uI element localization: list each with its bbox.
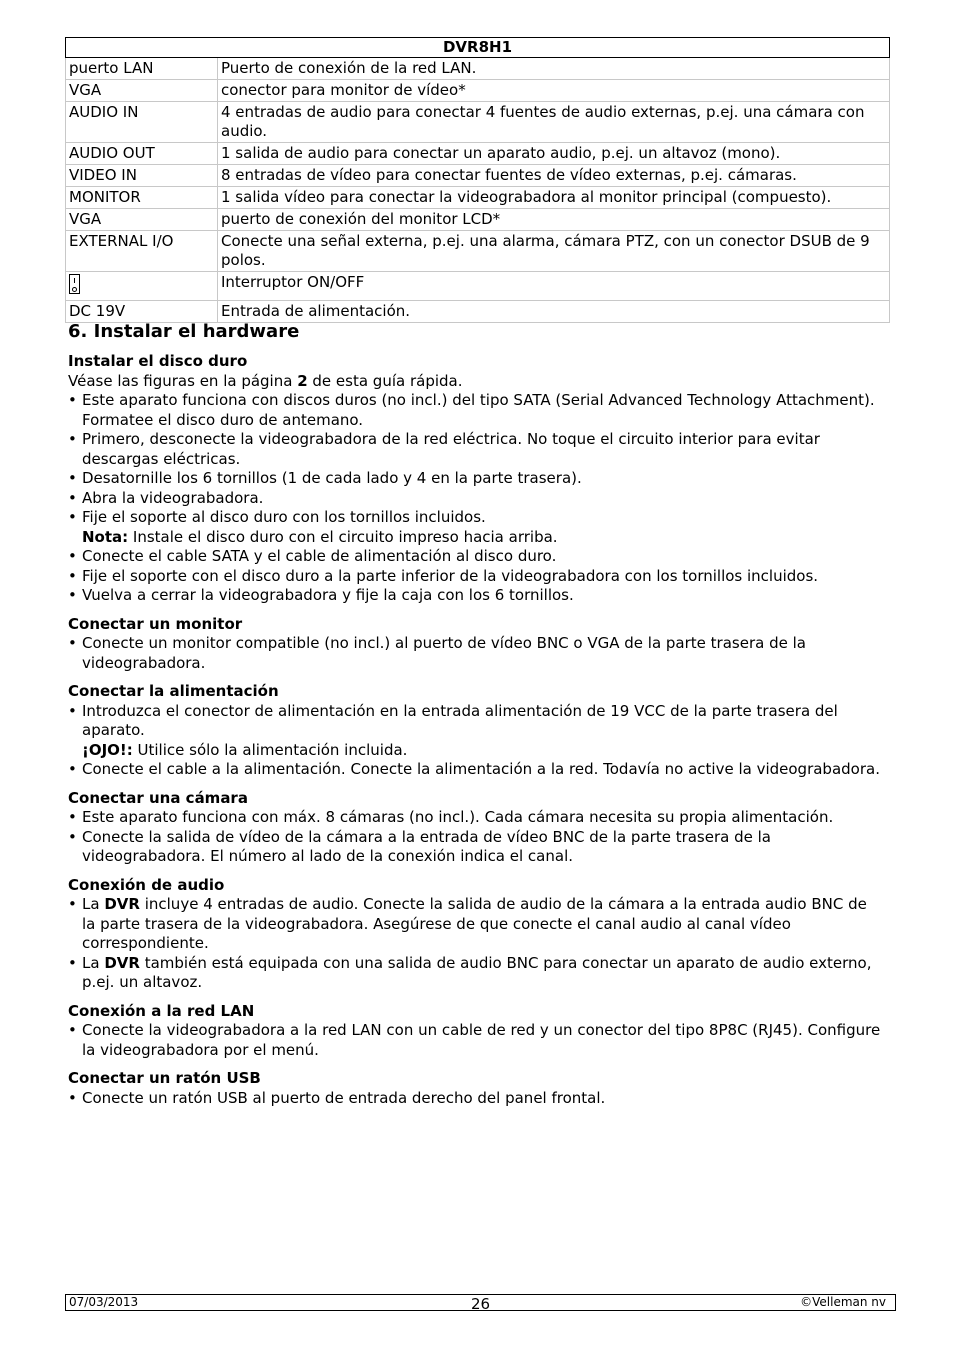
list-item: • Conecte la videograbadora a la red LAN con un cable de red y un conector del tipo 8P8C (RJ45). Configure la videograbadora por el menú. <box>68 1021 883 1060</box>
disco-list-2 <box>68 547 883 606</box>
audio-section <box>68 876 883 993</box>
section-title: 6. Instalar el hardware <box>68 321 300 342</box>
table-key: AUDIO IN <box>66 102 218 143</box>
table-value: 1 salida vídeo para conectar la videograbadora al monitor principal (compuesto). <box>218 187 890 209</box>
power-switch-icon <box>69 274 80 294</box>
warning-text: Utilice sólo la alimentación incluida. <box>132 740 408 759</box>
table-key: VGA <box>66 209 218 231</box>
list-item: • Introduzca el conector de alimentación en la entrada alimentación de 19 VCC de la parte trasera del aparato. <box>68 702 883 741</box>
disco-heading: Instalar el disco duro <box>68 352 248 370</box>
table-key: VIDEO IN <box>66 165 218 187</box>
table-value: Interruptor ON/OFF <box>218 272 890 301</box>
table-value: 1 salida de audio para conectar un aparato audio, p.ej. un altavoz (mono). <box>218 143 890 165</box>
list-item: • Fije el soporte con el disco duro a la parte inferior de la videograbadora con los tornillos incluidos. <box>68 567 883 587</box>
disco-note <box>68 528 883 548</box>
audio-item1-text: incluye 4 entradas de audio. Conecte la salida de audio de la cámara a la entrada audio BNC de la parte trasera de la videograbadora. Asegúrese de que conecte el canal audio al canal vídeo correspondiente. <box>82 895 867 952</box>
note-text: Instale el disco duro con el circuito impreso hacia arriba. <box>128 527 558 546</box>
usb-heading: Conectar un ratón USB <box>68 1069 261 1087</box>
table-row <box>66 102 890 143</box>
spec-table <box>65 37 890 323</box>
disco-intro-post: de esta guía rápida. <box>307 371 463 390</box>
table-value: 8 entradas de vídeo para conectar fuentes de vídeo externas, p.ej. cámaras. <box>218 165 890 187</box>
list-item: • Vuelva a cerrar la videograbadora y fije la caja con los 6 tornillos. <box>68 586 883 606</box>
alimentacion-heading: Conectar la alimentación <box>68 682 279 700</box>
audio-la: La <box>82 895 105 913</box>
list-item <box>68 954 883 993</box>
camara-heading: Conectar una cámara <box>68 788 248 807</box>
table-value: 4 entradas de audio para conectar 4 fuentes de audio externas, p.ej. una cámara con audio. <box>218 102 890 143</box>
lan-list <box>68 1021 883 1060</box>
table-row <box>66 58 890 80</box>
alimentacion-section <box>68 682 883 780</box>
table-row <box>66 165 890 187</box>
table-key: DC 19V <box>66 301 218 323</box>
list-item: • Este aparato funciona con máx. 8 cámaras (no incl.). Cada cámara necesita su propia alimentación. <box>68 808 883 828</box>
list-item: • Este aparato funciona con discos duros (no incl.) del tipo SATA (Serial Advanced Technology Attachment). Formatee el disco duro de antemano. <box>68 391 883 430</box>
lan-heading: Conexión a la red LAN <box>68 1001 255 1020</box>
table-row <box>66 80 890 102</box>
audio-dvr: DVR <box>104 895 140 913</box>
list-item: • Conecte el cable a la alimentación. Conecte la alimentación a la red. Todavía no active la videograbadora. <box>68 760 883 780</box>
alimentacion-list <box>68 702 883 741</box>
list-item: • Conecte un monitor compatible (no incl.) al puerto de vídeo BNC o VGA de la parte trasera de la videograbadora. <box>68 634 883 673</box>
list-item: • Conecte la salida de vídeo de la cámara a la entrada de vídeo BNC de la parte trasera de la videograbadora. El número al lado de la conexión indica el canal. <box>68 828 883 867</box>
warning-label: ¡OJO!: <box>82 740 133 759</box>
list-item <box>68 895 883 954</box>
table-value: conector para monitor de vídeo* <box>218 80 890 102</box>
footer-copyright: ©Velleman nv <box>800 1295 886 1309</box>
table-key: AUDIO OUT <box>66 143 218 165</box>
audio-dvr: DVR <box>104 953 140 972</box>
usb-list <box>68 1089 883 1109</box>
list-item: • Conecte un ratón USB al puerto de entrada derecho del panel frontal. <box>68 1089 883 1109</box>
lan-section <box>68 1002 883 1061</box>
table-value: Conecte una señal externa, p.ej. una alarma, cámara PTZ, con un conector DSUB de 9 polos. <box>218 231 890 272</box>
table-value: puerto de conexión del monitor LCD* <box>218 209 890 231</box>
disco-section <box>68 352 883 606</box>
footer-date: 07/03/2013 <box>69 1295 139 1309</box>
audio-heading: Conexión de audio <box>68 875 225 894</box>
table-row <box>66 143 890 165</box>
page-number: 26 <box>470 1295 491 1313</box>
table-row <box>66 187 890 209</box>
usb-section <box>68 1069 883 1108</box>
table-title: DVR8H1 <box>66 38 890 58</box>
monitor-list <box>68 634 883 673</box>
main-content <box>68 320 883 1117</box>
list-item: • Abra la videograbadora. <box>68 489 883 509</box>
monitor-heading: Conectar un monitor <box>68 614 243 633</box>
audio-list <box>68 895 883 993</box>
table-key <box>66 272 218 301</box>
audio-item2-text: también está equipada con una salida de audio BNC para conectar un aparato de audio externo, p.ej. un altavoz. <box>82 953 872 991</box>
page-footer <box>65 1294 896 1311</box>
note-label: Nota: <box>82 527 129 546</box>
list-item: • Primero, desconecte la videograbadora de la red eléctrica. No toque el circuito interior para evitar descargas eléctricas. <box>68 430 883 469</box>
table-key: EXTERNAL I/O <box>66 231 218 272</box>
table-key: MONITOR <box>66 187 218 209</box>
table-value: Entrada de alimentación. <box>218 301 890 323</box>
table-row <box>66 231 890 272</box>
monitor-section <box>68 615 883 674</box>
list-item: • Conecte el cable SATA y el cable de alimentación al disco duro. <box>68 547 883 567</box>
list-item: • Desatornille los 6 tornillos (1 de cada lado y 4 en la parte trasera). <box>68 469 883 489</box>
table-key: VGA <box>66 80 218 102</box>
list-item: • Fije el soporte al disco duro con los tornillos incluidos. <box>68 508 883 528</box>
table-key: puerto LAN <box>66 58 218 80</box>
table-row <box>66 209 890 231</box>
disco-intro-pre: Véase las figuras en la página <box>68 371 298 390</box>
alimentacion-list-2 <box>68 760 883 780</box>
disco-intro <box>68 372 883 392</box>
audio-la: La <box>82 953 105 972</box>
camara-section <box>68 789 883 867</box>
table-value: Puerto de conexión de la red LAN. <box>218 58 890 80</box>
alimentacion-warning <box>68 741 883 761</box>
disco-intro-page: 2 <box>297 371 308 390</box>
disco-list <box>68 391 883 528</box>
camara-list <box>68 808 883 867</box>
table-row <box>66 272 890 301</box>
